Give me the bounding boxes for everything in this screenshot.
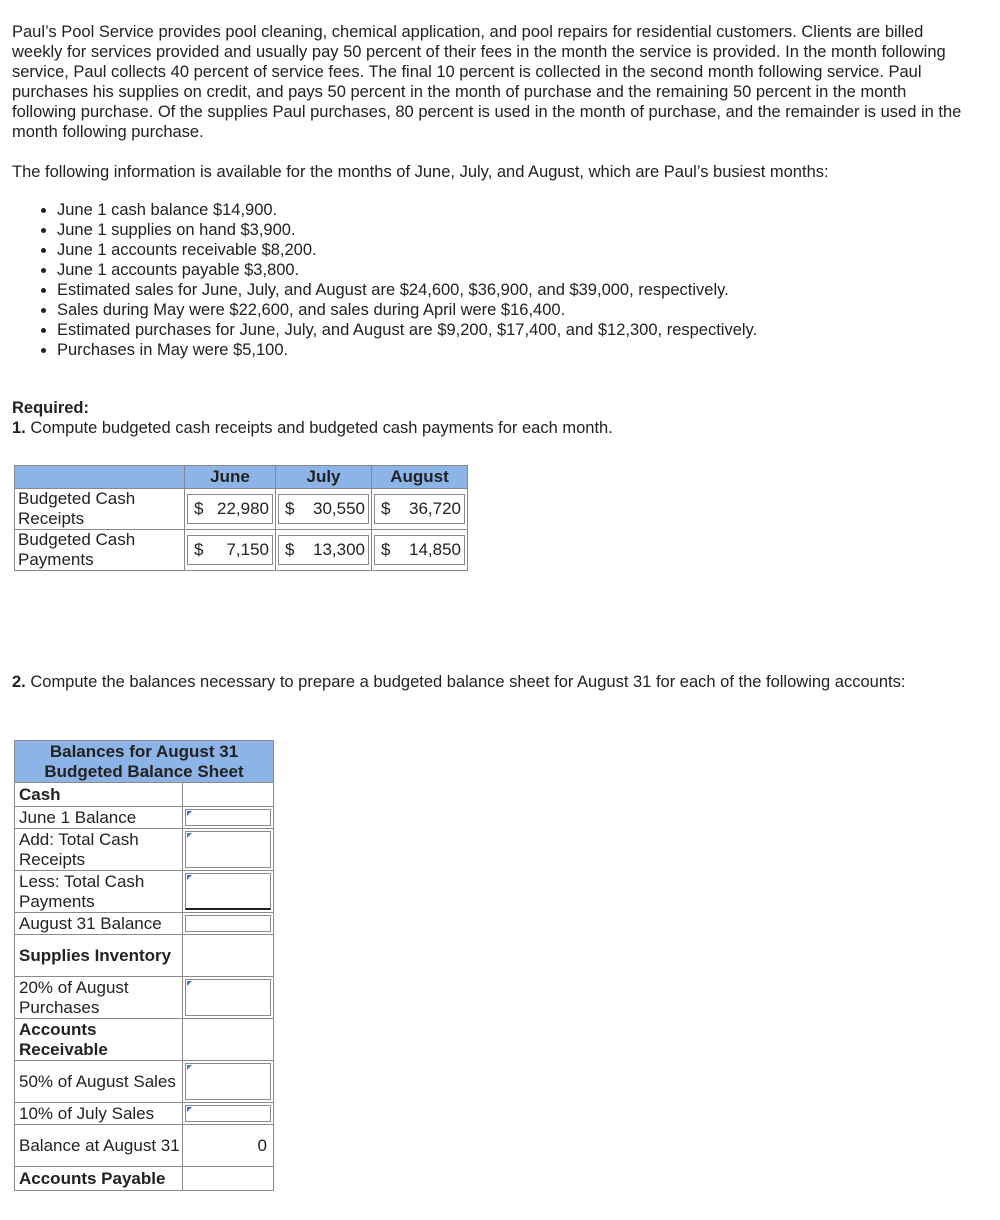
header-line-2: Budgeted Balance Sheet bbox=[44, 761, 244, 781]
input-marker-icon bbox=[187, 875, 192, 880]
answer-input[interactable] bbox=[374, 535, 465, 565]
value-cell bbox=[183, 1125, 274, 1167]
value-cell bbox=[183, 977, 274, 1019]
value-cell bbox=[183, 871, 274, 913]
value-cell bbox=[183, 1019, 274, 1061]
answer-input[interactable] bbox=[185, 1063, 271, 1100]
input-marker-icon bbox=[187, 811, 192, 816]
table-row bbox=[15, 783, 274, 807]
table-row bbox=[15, 807, 274, 829]
answer-input[interactable] bbox=[374, 494, 465, 524]
table-row bbox=[15, 871, 274, 913]
question-2-text: Compute the balances necessary to prepare a budgeted balance sheet for August 31 for each of the following accounts: bbox=[25, 673, 906, 691]
fact-item: • Sales during May were $22,600, and sales during April were $16,400. bbox=[57, 300, 757, 320]
question-1-text: Compute budgeted cash receipts and budgeted cash payments for each month. bbox=[25, 419, 613, 437]
balance-sheet-table bbox=[14, 740, 274, 1191]
value-cell bbox=[183, 1103, 274, 1125]
fact-item: • June 1 cash balance $14,900. bbox=[57, 200, 757, 220]
cell-value: 14,850 bbox=[409, 540, 461, 559]
input-marker-icon bbox=[187, 1107, 192, 1112]
value-cell bbox=[183, 1167, 274, 1191]
cell-june bbox=[185, 489, 276, 530]
info-line: The following information is available for the months of June, July, and August, which are Paul’s busiest months: bbox=[12, 163, 829, 181]
table-row bbox=[15, 1125, 274, 1167]
row-label: August 31 Balance bbox=[15, 913, 183, 935]
balance-sheet-header bbox=[15, 741, 274, 783]
row-label: Budgeted Cash Receipts bbox=[15, 489, 185, 530]
cell-value: 36,720 bbox=[409, 499, 461, 518]
cell-june bbox=[185, 530, 276, 571]
row-label-cash: Cash bbox=[15, 783, 183, 807]
cash-budget-table bbox=[14, 465, 468, 571]
cell-august bbox=[372, 489, 468, 530]
row-label: Less: Total Cash Payments bbox=[15, 871, 183, 913]
value-cell bbox=[183, 807, 274, 829]
computed-value bbox=[185, 1127, 271, 1164]
header-line-1: Balances for August 31 bbox=[49, 741, 239, 761]
row-label: Budgeted Cash Payments bbox=[15, 530, 185, 571]
corner-header bbox=[15, 466, 185, 489]
row-label: Balance at August 31 bbox=[15, 1125, 183, 1167]
answer-input[interactable] bbox=[278, 494, 369, 524]
table-row bbox=[15, 1019, 274, 1061]
currency-symbol: $ bbox=[285, 540, 295, 559]
col-header-july: July bbox=[276, 466, 372, 489]
fact-item: • Purchases in May were $5,100. bbox=[57, 340, 757, 360]
row-label: June 1 Balance bbox=[15, 807, 183, 829]
table-row bbox=[15, 1167, 274, 1191]
cell-value: 30,550 bbox=[313, 499, 365, 518]
value-cell bbox=[183, 829, 274, 871]
cell-value: 22,980 bbox=[217, 499, 269, 518]
table-row bbox=[15, 935, 274, 977]
cell-august bbox=[372, 530, 468, 571]
table-row bbox=[15, 829, 274, 871]
row-label-payable: Accounts Payable bbox=[15, 1167, 183, 1191]
row-label-receivable: Accounts Receivable bbox=[15, 1019, 183, 1061]
value-cell bbox=[183, 935, 274, 977]
table-row bbox=[15, 489, 468, 530]
currency-symbol: $ bbox=[381, 499, 391, 518]
question-2-number: 2. bbox=[12, 673, 26, 691]
input-marker-icon bbox=[187, 1065, 192, 1070]
row-label-supplies: Supplies Inventory bbox=[15, 935, 183, 977]
answer-input[interactable] bbox=[185, 1105, 271, 1122]
answer-input[interactable] bbox=[187, 535, 273, 565]
currency-symbol: $ bbox=[381, 540, 391, 559]
question-1 bbox=[12, 418, 972, 438]
table-row bbox=[15, 1061, 274, 1103]
required-heading: Required: bbox=[12, 399, 90, 417]
value-cell bbox=[183, 913, 274, 935]
value-cell bbox=[183, 783, 274, 807]
cell-value: 0 bbox=[257, 1135, 267, 1155]
row-label: 50% of August Sales bbox=[15, 1061, 183, 1103]
col-header-june: June bbox=[185, 466, 276, 489]
currency-symbol: $ bbox=[194, 499, 204, 518]
row-label: Add: Total Cash Receipts bbox=[15, 829, 183, 871]
answer-input[interactable] bbox=[187, 494, 273, 524]
question-1-number: 1. bbox=[12, 419, 26, 437]
table-header-row bbox=[15, 741, 274, 783]
fact-item: • June 1 accounts receivable $8,200. bbox=[57, 240, 757, 260]
row-label: 10% of July Sales bbox=[15, 1103, 183, 1125]
currency-symbol: $ bbox=[285, 499, 295, 518]
col-header-august: August bbox=[372, 466, 468, 489]
table-row bbox=[15, 530, 468, 571]
fact-item: • June 1 accounts payable $3,800. bbox=[57, 260, 757, 280]
cell-july bbox=[276, 530, 372, 571]
cell-july bbox=[276, 489, 372, 530]
fact-item: • June 1 supplies on hand $3,900. bbox=[57, 220, 757, 240]
answer-input[interactable] bbox=[185, 831, 271, 868]
input-marker-icon bbox=[187, 833, 192, 838]
answer-input[interactable] bbox=[185, 873, 271, 910]
answer-input[interactable] bbox=[185, 915, 271, 932]
table-row bbox=[15, 913, 274, 935]
question-2 bbox=[12, 672, 912, 692]
table-row bbox=[15, 977, 274, 1019]
row-label: 20% of August Purchases bbox=[15, 977, 183, 1019]
facts-list bbox=[0, 200, 757, 360]
fact-item: • Estimated sales for June, July, and August are $24,600, $36,900, and $39,000, respectively. bbox=[57, 280, 757, 300]
table-row bbox=[15, 1103, 274, 1125]
input-marker-icon bbox=[187, 981, 192, 986]
answer-input[interactable] bbox=[185, 809, 271, 826]
table-header-row bbox=[15, 466, 468, 489]
answer-input[interactable] bbox=[278, 535, 369, 565]
cell-value: 13,300 bbox=[313, 540, 365, 559]
answer-input[interactable] bbox=[185, 979, 271, 1016]
problem-intro: Paul’s Pool Service provides pool cleaning, chemical application, and pool repairs for residential customers. Clients are billed weekly for services provided and usually pay 50 percent of their fees in the month the service is provided. In the month following service, Paul collects 40 percent of service fees. The final 10 percent is collected in the second month following service. Paul purchases his supplies on credit, and pays 50 percent in the month of purchase and the remaining 50 percent in the month following purchase. Of the supplies Paul purchases, 80 percent is used in the month of purchase, and the remainder is used in the month following purchase. bbox=[12, 23, 962, 141]
currency-symbol: $ bbox=[194, 540, 204, 559]
cell-value: 7,150 bbox=[226, 540, 269, 559]
value-cell bbox=[183, 1061, 274, 1103]
fact-item: • Estimated purchases for June, July, and August are $9,200, $17,400, and $12,300, respectively. bbox=[57, 320, 757, 340]
